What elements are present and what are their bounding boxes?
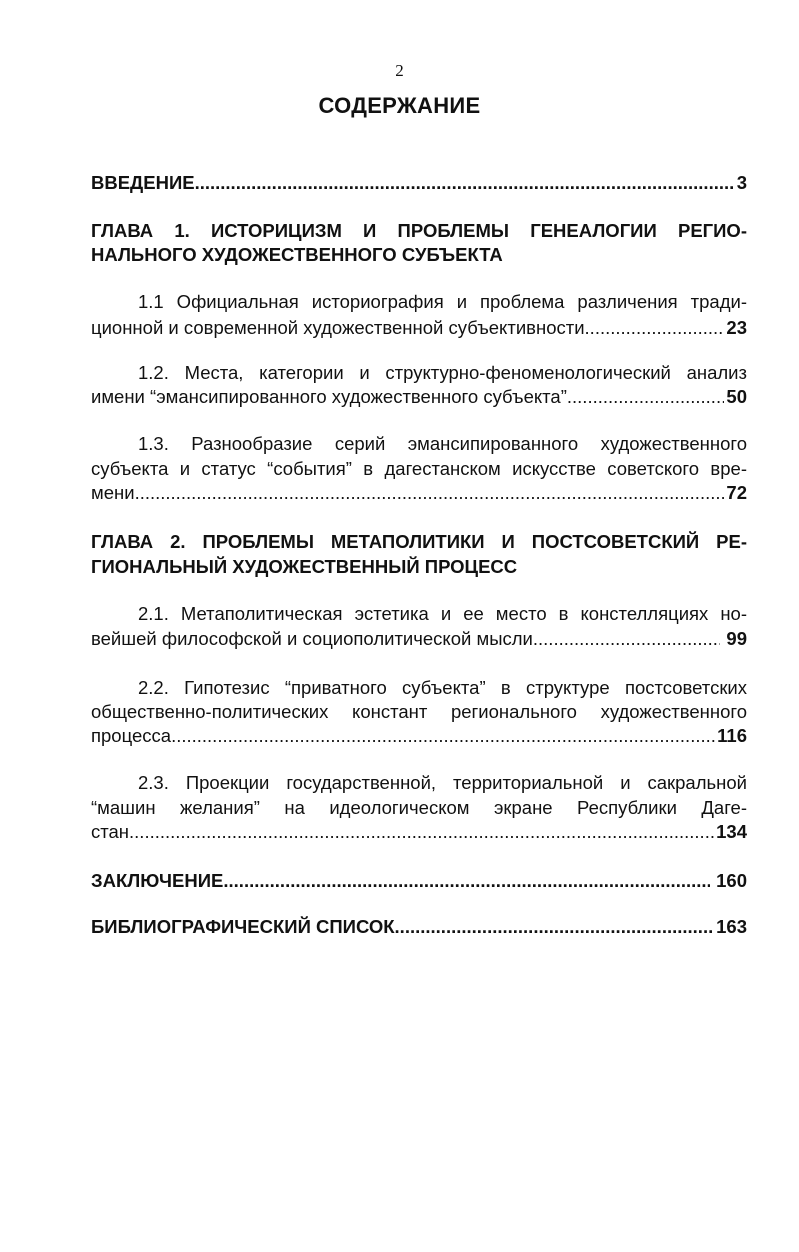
toc-page-number: 23 <box>726 317 747 338</box>
toc-section-1-3-line1: 1.3. Разнообразие серий эмансипированного художественного <box>138 433 747 454</box>
toc-section-2-1[interactable] <box>91 627 747 651</box>
dot-leader <box>567 385 725 409</box>
chapter2-heading-line2: ГИОНАЛЬНЫЙ ХУДОЖЕСТВЕННЫЙ ПРОЦЕСС <box>91 556 518 577</box>
toc-section-1-2[interactable] <box>91 385 747 409</box>
dot-leader <box>395 915 715 939</box>
toc-page-number: 72 <box>726 482 747 503</box>
toc-entry-conclusion[interactable] <box>91 869 747 893</box>
toc-section-text: имени “эмансипированного художественного субъекта” <box>91 386 567 407</box>
dot-leader <box>129 820 714 844</box>
toc-page-number: 160 <box>716 870 747 891</box>
toc-page-number: 3 <box>736 172 747 193</box>
dot-leader <box>171 724 715 748</box>
toc-section-1-1[interactable] <box>91 316 747 340</box>
toc-section-2-2[interactable] <box>91 724 747 748</box>
toc-section-text: мени <box>91 482 135 503</box>
toc-entry-label: БИБЛИОГРАФИЧЕСКИЙ СПИСОК <box>91 916 395 937</box>
dot-leader <box>223 869 710 893</box>
toc-section-2-2-line1: 2.2. Гипотезис “приватного субъекта” в структуре постсоветских <box>138 677 747 698</box>
dot-leader <box>135 481 725 505</box>
toc-section-2-3-line1: 2.3. Проекции государственной, территориальной и сакральной <box>138 772 747 793</box>
toc-entry-label: ВВЕДЕНИЕ <box>91 172 195 193</box>
toc-section-2-3[interactable] <box>91 820 747 844</box>
dot-leader <box>195 171 735 195</box>
toc-section-text: стан <box>91 821 130 842</box>
page-title: СОДЕРЖАНИЕ <box>318 93 481 118</box>
toc-page-number: 163 <box>716 916 747 937</box>
chapter1-heading-line2: НАЛЬНОГО ХУДОЖЕСТВЕННОГО СУБЪЕКТА <box>91 244 503 265</box>
toc-section-2-3-line2: “машин желания” на идеологическом экране Республики Даге- <box>91 797 747 818</box>
toc-page-number: 50 <box>726 386 747 407</box>
toc-page-number: 134 <box>716 821 747 842</box>
toc-section-2-2-line2: общественно-политических констант регионального художественного <box>91 701 747 722</box>
toc-section-1-3-line2: субъекта и статус “события” в дагестанском искусстве советского вре- <box>91 458 747 479</box>
page-number: 2 <box>395 61 404 80</box>
toc-section-1-3[interactable] <box>91 481 747 505</box>
toc-page-number: 116 <box>717 725 747 746</box>
toc-section-text: процесса <box>91 725 172 746</box>
toc-entry-label: ЗАКЛЮЧЕНИЕ <box>91 870 224 891</box>
toc-section-2-1-line1: 2.1. Метаполитическая эстетика и ее место в констелляциях но- <box>138 603 747 624</box>
toc-entry-bibliography[interactable] <box>91 915 747 939</box>
toc-entry-introduction[interactable] <box>91 171 747 195</box>
dot-leader <box>533 627 721 651</box>
toc-section-text: вейшей философской и социополитической мысли <box>91 628 533 649</box>
dot-leader <box>585 316 725 340</box>
toc-section-1-2-line1: 1.2. Места, категории и структурно-феноменологический анализ <box>138 362 747 383</box>
toc-page-number: 99 <box>726 628 747 649</box>
toc-section-text: ционной и современной художественной субъективности <box>91 317 585 338</box>
chapter2-heading-line1: ГЛАВА 2. ПРОБЛЕМЫ МЕТАПОЛИТИКИ И ПОСТСОВЕТСКИЙ РЕ- <box>91 531 747 552</box>
toc-section-1-1-line1: 1.1 Официальная историография и проблема различения тради- <box>138 291 747 312</box>
chapter1-heading-line1: ГЛАВА 1. ИСТОРИЦИЗМ И ПРОБЛЕМЫ ГЕНЕАЛОГИИ РЕГИО- <box>91 220 747 241</box>
